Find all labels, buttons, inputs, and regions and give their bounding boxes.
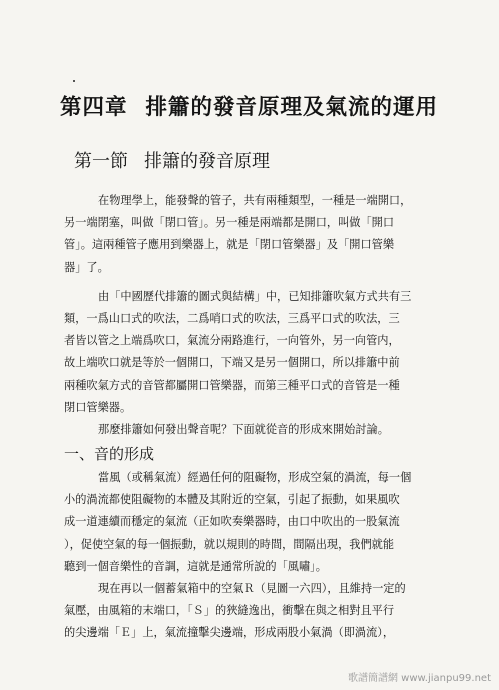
text-line: 者皆以管之上端爲吹口，氣流分兩路進行，一向管外，另一向管内， [64,334,400,348]
paragraph [64,419,464,441]
text-line: 的尖邊端「Ｅ」上，氣流撞擊尖邊端，形成兩股小氣渦（即渦流）， [64,626,395,640]
text-line: 另一端閉塞，叫做「閉口管」。另一種是兩端都是開口，叫做「開口 [64,216,395,230]
paragraph [64,467,464,578]
text-line: 由「中國歷代排簫的圖式與結構」中，已知排簫吹氣方式共有三 [98,289,412,303]
section-label: 第一節 [74,151,128,172]
chapter-title: 排簫的發音原理及氣流的運用 [145,95,439,120]
text-line: 那麼排簫如何發出聲音呢？下面就從音的形成來開始討論。 [98,422,389,436]
text-line: 兩種吹氣方式的音管都屬開口管樂器，而第三種平口式的音管是一種 [64,378,400,392]
page-speck [73,80,75,82]
text-line: 故上端吹口就是等於一個開口，下端又是另一個開口，所以排簫中前 [64,356,400,370]
text-line: 聽到一個音樂性的音調，這就是通常所說的「風嘯」。 [64,559,327,573]
text-line: 氣壓，由風箱的末端口，「Ｓ」的狹縫逸出，衝擊在與之相對且平行 [64,604,395,618]
text-line: 現在再以一個蓄氣箱中的空氣Ｒ（見圖一六四），且維持一定的 [98,582,406,595]
paragraph [64,286,464,419]
body-text [64,190,464,645]
text-line: 小的渦流都使阻礙物的本體及其附近的空氣，引起了振動，如果風吹 [64,493,400,507]
subheading: 一、音的形成 [64,445,155,464]
paragraph [64,578,464,645]
text-line: 管」。這兩種管子應用到樂器上，就是「閉口管樂器」及「開口管樂 [64,238,395,252]
section-title: 排簫的發音原理 [144,151,270,172]
text-line: ），促使空氣的每一個振動，就以規則的時間，間隔出現，我們就能 [64,537,395,551]
text-line: 成一道連續而穩定的氣流（正如吹奏樂器時，由口中吹出的一股氣流 [64,515,400,529]
text-line: 當風（或稱氣流）經過任何的阻礙物，形成空氣的渦流，每一個 [98,471,412,485]
section-heading [74,147,434,173]
text-line: 器」了。 [64,260,109,274]
text-line: 閉口管樂器。 [64,400,132,414]
paragraph [64,190,464,279]
chapter-heading [60,90,480,121]
chapter-label: 第四章 [60,95,128,120]
text-line: 在物理學上，能發聲的管子，共有兩種類型，一種是一端開口， [98,194,412,207]
text-line: 類，一爲山口式的吹法，二爲哨口式的吹法，三爲平口式的吹法，三 [64,311,400,325]
watermark: 歌譜簡譜網 www.jianpu99.net [348,673,491,684]
